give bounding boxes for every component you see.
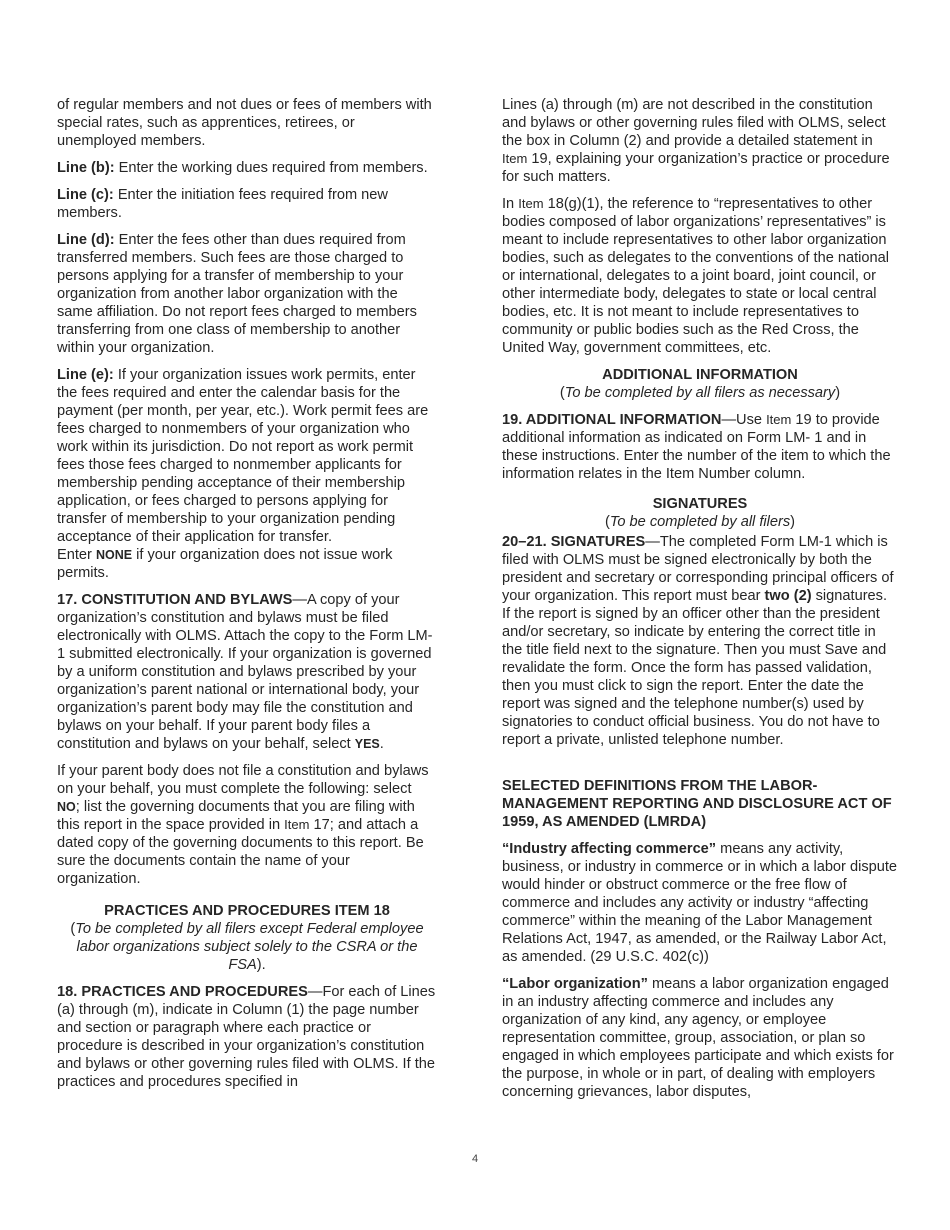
item-18g-item-word: Item [518,196,544,211]
industry-affecting-commerce-term: “Industry affecting commerce” [502,841,717,857]
page-number: 4 [471,1153,479,1165]
paragraph-item-17 [57,591,437,753]
signatures-heading: SIGNATURES [652,496,748,512]
additional-information-subheading: (To be completed by all filers as necessary) [559,385,841,401]
paragraph-item-19 [502,411,898,483]
paragraph-item-18g [502,195,898,357]
additional-information-sub-text: To be completed by all filers as necessary [564,385,836,401]
practices-procedures-subheading: (To be completed by all filers except Federal employee labor organizations subject solely to the CSRA or the FSA). [70,921,424,973]
line-b-text: Enter the working dues required from members. [114,160,428,176]
line-c-text: Enter the initiation fees required from new members. [57,187,388,221]
signatures-subheading: (To be completed by all filers) [604,514,796,530]
lines-a-m-item-word: Item [502,151,528,166]
paragraph-line-c [57,186,437,222]
item-20-21-text-1: —The completed Form LM-1 which is filed with OLMS must be signed electronically by both the president and secretary or corresponding principal officers of your organization. This report must bear [502,534,894,604]
no-keyword: NO [57,800,76,814]
labor-organization-text: means a labor organization engaged in an industry affecting commerce and includes any organization of any kind, any agency, or employee representation committee, group, association, or plan so engaged in which employees participate and which exists for the purpose, in whole or in part, of dealing with employers concerning grievances, labor disputes, [502,976,894,1100]
right-column [502,96,898,1110]
line-e-text: If your organization issues work permits, enter the fees required and enter the calendar basis for the payment (per month, per year, etc.). Work permit fees are fees charged to nonmembers of your organization who work within its jurisdiction. Do not report as work permit fees those fees charged to nonmember applicants for membership pending acceptance of their membership application, or fees charged to persons applying for transfer of membership to your organization pending acceptance of their application for transfer. [57,367,429,545]
paragraph-item-18 [57,983,437,1091]
item-17-text: —A copy of your organization’s constitution and bylaws must be filed electronically with OLMS. Attach the copy to the Form LM-1 submitted electronically. If your organization is governed by a uniform constitution and bylaws prescribed by your organization’s parent national or international body, your organization’s parent body may file the constitution and bylaws on your behalf. If your parent body files a constitution and bylaws on your behalf, select [57,592,433,752]
yes-keyword: YES [354,737,380,751]
paragraph-item-17-parent [57,762,437,888]
industry-affecting-commerce-text: means any activity, business, or industry in commerce or in which a labor dispute would hinder or obstruct commerce or the free flow of commerce and includes any activity or industry “affecting commerce” within the meaning of the Labor Management Relations Act, 1947, as amended, or the Railway Labor Act, as amended. (29 U.S.C. 402(c)) [502,841,898,965]
item-18-text: —For each of Lines (a) through (m), indicate in Column (1) the page number and section or paragraph where each practice or procedure is described in your organization’s constitution and bylaws or other governing rules filed with OLMS. If the practices and procedures specified in [57,984,436,1090]
line-e-label: Line (e): [57,367,114,383]
paragraph-line-d [57,231,437,357]
item-19-pre: —Use [721,412,767,428]
paragraph-item-20-21 [502,533,898,749]
paragraph-enter-none [57,546,437,582]
signatures-sub-text: To be completed by all filers [609,514,791,530]
lines-a-m-text: Lines (a) through (m) are not described in the constitution and bylaws or other governing rules filed with OLMS, select the box in Column (2) and provide a detailed statement in [502,97,886,149]
line-d-text: Enter the fees other than dues required from transferred members. Such fees are those charged to persons applying for a transfer of membership to your organization from another labor organization with the same affiliation. Do not report fees charged to members transferring from one class of membership to another within your organization. [57,232,417,356]
paragraph-lines-a-m [502,96,898,186]
item-18g-pre: In [502,196,519,212]
item-17-end: . [379,736,384,752]
paragraph-line-e [57,366,437,546]
item-19-item-word: Item [766,412,792,427]
item-19-label: 19. ADDITIONAL INFORMATION [502,412,722,428]
none-keyword: NONE [95,548,133,562]
additional-information-heading: ADDITIONAL INFORMATION [602,367,798,383]
enter-none-post: if your organization does not issue work permits. [57,547,393,581]
practices-procedures-sub-text: To be completed by all filers except Federal employee labor organizations subject solely to the CSRA or the FSA [75,921,424,973]
paragraph-labor-organization [502,975,898,1101]
two-signatures: two (2) [764,588,812,604]
paragraph-industry-affecting-commerce [502,840,898,966]
line-d-label: Line (d): [57,232,115,248]
item-19-text: 19 to provide additional information as indicated on Form LM- 1 and in these instructions. Enter the number of the item to which the information relates in the Item Number column. [502,412,891,482]
left-column [57,96,437,1100]
item-20-21-label: 20–21. SIGNATURES [502,534,646,550]
line-c-label: Line (c): [57,187,114,203]
labor-organization-term: “Labor organization” [502,976,648,992]
line-b-label: Line (b): [57,160,115,176]
item-17b-pre: If your parent body does not file a constitution and bylaws on your behalf, you must complete the following: select [57,763,429,797]
lines-a-m-post: 19, explaining your organization’s practice or procedure for such matters. [502,151,890,185]
definitions-heading: SELECTED DEFINITIONS FROM THE LABOR-MANAGEMENT REPORTING AND DISCLOSURE ACT OF 1959, AS AMENDED (LMRDA) [502,778,892,830]
item-17b-post: 17; and attach a dated copy of the governing documents to this report. Be sure the documents contain the name of your organization. [57,817,424,887]
item-17b-mid: ; list the governing documents that you are filing with this report in the space provided in [57,799,415,833]
enter-none-pre: Enter [57,547,96,563]
item-18-label: 18. PRACTICES AND PROCEDURES [57,984,308,1000]
item-20-21-text-2: signatures. If the report is signed by an officer other than the president and/or secretary, so indicate by entering the correct title in the title field next to the signature. Then you must Save and revalidate the form. Once the form has passed validation, then you must click to sign the report. Enter the date the report was signed and the telephone number(s) used by signatories to conduct official business. You do not have to report a private, unlisted telephone number. [502,588,888,748]
paragraph-regular-members: of regular members and not dues or fees of members with special rates, such as apprentices, retirees, or unemployed members. [57,97,432,149]
item-18g-text: 18(g)(1), the reference to “representatives to other bodies composed of labor organizations’ representatives” is meant to include representatives to other labor organization bodies, such as delegates to the conventions of the national or international, delegates to a joint board, joint council, or other intermediate body, delegates to state or local central bodies, etc. It is not meant to include representatives to community or public bodies such as the Red Cross, the United Way, government committees, etc. [502,196,890,356]
paragraph-line-b [57,159,437,177]
item-17-label: 17. CONSTITUTION AND BYLAWS [57,592,293,608]
practices-procedures-heading: PRACTICES AND PROCEDURES ITEM 18 [104,903,390,919]
item-17b-item-word: Item [284,817,310,832]
